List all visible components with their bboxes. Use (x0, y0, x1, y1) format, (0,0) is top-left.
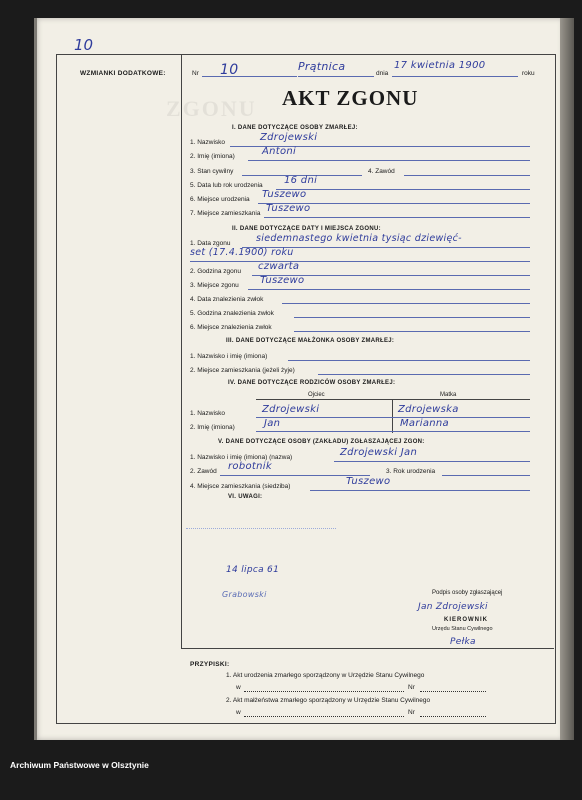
s1-birthdate-label: 5. Data lub rok urodzenia (190, 182, 263, 189)
note-1-nr: Nr (408, 684, 415, 691)
s5-name-label: 1. Nazwisko i imię (imiona) (nazwa) (190, 454, 293, 461)
stamp-date: 14 lipca 61 (226, 565, 280, 575)
kierownik-signature: Pełka (450, 637, 476, 647)
document-title: AKT ZGONU (282, 86, 419, 110)
s5-residence-value: Tuszewo (346, 476, 391, 487)
s5-name-value: Zdrojewski Jan (340, 447, 418, 458)
dnia-label: dnia (376, 70, 389, 77)
roku-label: roku (522, 70, 535, 77)
archive-name: Archiwum Państwowe w Olsztynie (10, 760, 149, 770)
section-1-heading: I. DANE DOTYCZĄCE OSOBY ZMARŁEJ: (232, 125, 358, 131)
s1-residence-label: 7. Miejsce zamieszkania (190, 210, 261, 217)
reporter-signature: Jan Zdrojewski (418, 602, 488, 612)
note-1-text: 1. Akt urodzenia zmarłego sporządzony w Urzędzie Stanu Cywilnego (226, 672, 425, 679)
note-2-nr: Nr (408, 709, 415, 716)
s1-name-label: 2. Imię (imiona) (190, 153, 235, 160)
s4-father-col: Ojciec (308, 392, 325, 398)
note-2-w: w (236, 709, 241, 716)
s2-found-place-label: 6. Miejsce znalezienia zwłok (190, 324, 272, 331)
s1-civil-status-label: 3. Stan cywilny (190, 168, 234, 175)
s1-birthdate-value: 16 dni (284, 175, 318, 186)
s1-birthplace-label: 6. Miejsce urodzenia (190, 196, 250, 203)
footer-bar (0, 754, 582, 780)
note-2-text: 2. Akt małżeństwa zmarłego sporządzony w Urzędzie Stanu Cywilnego (226, 697, 431, 704)
side-notes-label: WZMIANKI DODATKOWE: (80, 70, 166, 77)
s4-mother-name: Marianna (400, 418, 449, 429)
kierownik-sub: Urzędu Stanu Cywilnego (432, 626, 493, 632)
s3-residence-label: 2. Miejsce zamieszkania (jeżeli żyje) (190, 367, 295, 374)
s5-birthyear-label: 3. Rok urodzenia (386, 468, 436, 475)
s5-occupation-label: 2. Zawód (190, 468, 217, 475)
section-3-heading: III. DANE DOTYCZĄCE MAŁŻONKA OSOBY ZMARŁEJ: (226, 338, 395, 344)
s3-name-label: 1. Nazwisko i imię (imiona) (190, 353, 268, 360)
s1-name-value: Antoni (262, 146, 297, 157)
s2-hour-label: 2. Godzina zgonu (190, 268, 241, 275)
s4-name-label: 2. Imię (imiona) (190, 424, 235, 431)
s2-place-value: Tuszewo (260, 275, 305, 286)
s2-date-value-line1: siedemnastego kwietnia tysiąc dziewięć- (256, 233, 462, 244)
s2-date-value-line2: set (17.4.1900) roku (190, 247, 294, 258)
s4-mother-surname: Zdrojewska (398, 404, 459, 415)
notes-divider (181, 648, 554, 649)
faded-stamp (186, 528, 336, 569)
s1-birthplace-value: Tuszewo (262, 189, 307, 200)
date-value: 17 kwietnia 1900 (394, 60, 486, 71)
note-1-w: w (236, 684, 241, 691)
s1-residence-value: Tuszewo (266, 203, 311, 214)
s2-found-date-label: 4. Data znalezienia zwłok (190, 296, 264, 303)
notes-heading: PRZYPISKI: (190, 661, 230, 668)
margin-divider (181, 54, 182, 648)
s4-father-surname: Zdrojewski (262, 404, 320, 415)
s2-date-label: 1. Data zgonu (190, 240, 231, 247)
s1-surname-value: Zdrojewski (260, 132, 318, 143)
s4-surname-label: 1. Nazwisko (190, 410, 226, 417)
s1-occupation-label: 4. Zawód (368, 168, 395, 175)
ghost-title: ZGONU (166, 96, 257, 121)
s2-place-label: 3. Miejsce zgonu (190, 282, 239, 289)
s4-father-name: Jan (264, 418, 281, 429)
s1-surname-label: 1. Nazwisko (190, 139, 226, 146)
nr-label: Nr (192, 70, 199, 77)
stamp-signature: Grabowski (222, 590, 267, 599)
form-frame (56, 54, 556, 724)
page-number: 10 (74, 36, 94, 54)
s2-hour-value: czwarta (258, 261, 300, 272)
place-value: Prątnica (298, 60, 346, 73)
nr-value: 10 (220, 62, 239, 78)
page-edge (560, 18, 574, 740)
s2-found-hour-label: 5. Godzina znalezienia zwłok (190, 310, 274, 317)
section-4-heading: IV. DANE DOTYCZĄCE RODZICÓW OSOBY ZMARŁEJ: (228, 380, 396, 386)
kierownik-label: KIEROWNIK (444, 617, 488, 623)
s5-residence-label: 4. Miejsce zamieszkania (siedziba) (190, 483, 291, 490)
section-5-heading: V. DANE DOTYCZĄCE OSOBY (ZAKŁADU) ZGŁASZAJĄCEJ ZGON: (218, 439, 425, 445)
reporter-signature-label: Podpis osoby zgłaszającej (432, 590, 503, 596)
s5-occupation-value: robotnik (228, 461, 272, 472)
section-2-heading: II. DANE DOTYCZĄCE DATY I MIEJSCA ZGONU: (232, 226, 381, 232)
s4-mother-col: Matka (440, 392, 457, 398)
section-6-heading: VI. UWAGI: (228, 494, 263, 500)
